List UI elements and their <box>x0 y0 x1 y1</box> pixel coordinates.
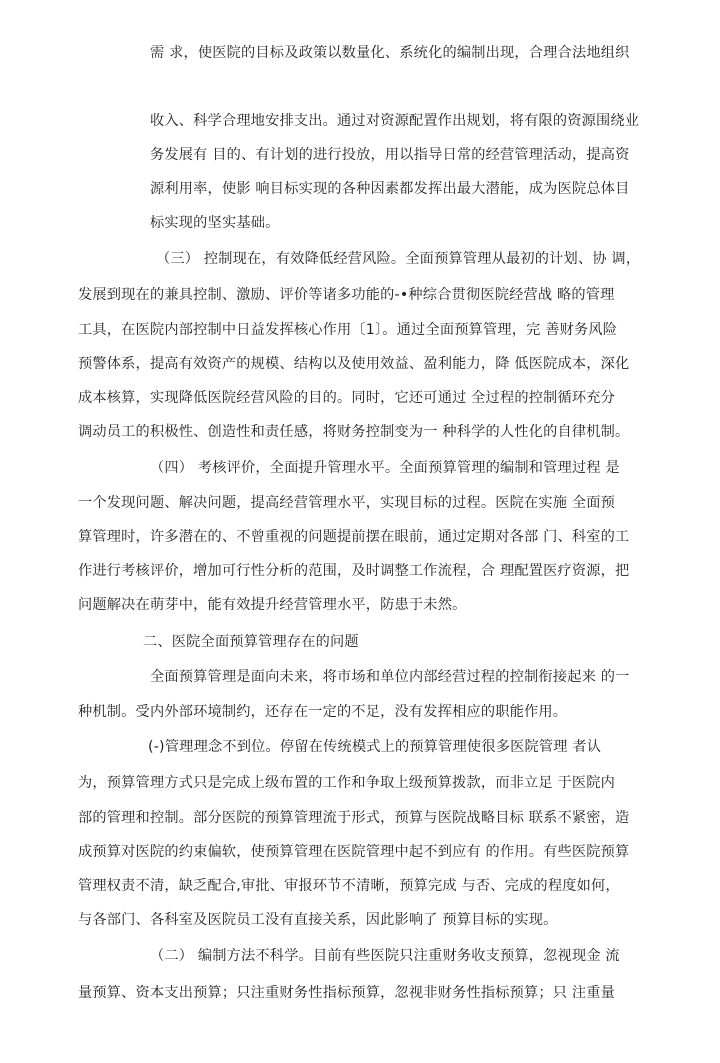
text-line: 需 求，使医院的目标及政策以数量化、系统化的编制出现，合理合法地组织 <box>150 45 630 61</box>
text-line: 收入、科学合理地安排支出。通过对资源配置作出规划，将有限的资源围绕业 <box>150 113 640 129</box>
text-line: 作进行考核评价，增加可行性分析的范围，及时调整工作流程，合 理配置医疗资源，把 <box>78 563 630 579</box>
text-line: (-)管理理念不到位。停留在传统模式上的预算管理使很多医院管理 者认 <box>148 739 602 755</box>
text-line: （四） 考核评价，全面提升管理水平。全面预算管理的编制和管理过程 是 <box>150 460 620 476</box>
text-line: 调动员工的积极性、创造性和责任感，将财务控制变为一 种科学的人性化的自律机制。 <box>78 424 630 440</box>
text-line: 一个发现问题、解决问题，提高经营管理水平，实现目标的过程。医院在实施 全面预 <box>78 495 616 511</box>
text-line: 源利用率，使影 响目标实现的各种因素都发挥出最大潜能，成为医院总体目 <box>150 181 630 197</box>
text-line: 问题解决在萌芽中，能有效提升经营管理水平，防患于未然。 <box>78 597 467 613</box>
text-line: 部的管理和控制。部分医院的预算管理流于形式，预算与医院战略目标 联系不紧密，造 <box>78 810 630 826</box>
text-line: 标实现的坚实基础。 <box>150 215 280 231</box>
text-line: 务发展有 目的、有计划的进行投放，用以指导日常的经营管理活动，提高资 <box>150 147 630 163</box>
text-line: 预警体系，提高有效资产的规模、结构以及使用效益、盈利能力，降 低医院成本，深化 <box>78 356 630 372</box>
text-line: 发展到现在的兼具控制、激励、评价等诸多功能的-•种综合贯彻医院经营战 略的管理 <box>78 287 615 303</box>
text-line: 与各部门、各科室及医院员工没有直接关系，因此影响了 预算目标的实现。 <box>78 912 558 928</box>
text-line: （二） 编制方法不科学。目前有些医院只注重财务收支预算，忽视现金 流 <box>150 948 620 964</box>
text-line: 算管理时，许多潜在的、不曾重视的问题提前摆在眼前，通过定期对各部 门、科室的工 <box>78 529 630 545</box>
text-line: 管理权责不清，缺乏配合,审批、审报环节不清晰，预算完成 与否、完成的程度如何， <box>78 878 620 894</box>
text-line: 成本核算，实现降低医院经营风险的目的。同时，它还可通过 全过程的控制循环充分 <box>78 390 616 406</box>
text-line: 为，预算管理方式只是完成上级布置的工作和争取上级预算拨款，而非立足 于医院内 <box>78 775 616 791</box>
section-heading: 二、医院全面预算管理存在的问题 <box>143 634 359 650</box>
text-line: （三） 控制现在，有效降低经营风险。全面预算管理从最初的计划、协 调， <box>156 251 641 267</box>
text-line: 种机制。受内外部环境制约，还存在一定的不足，没有发挥相应的职能作用。 <box>78 704 568 720</box>
text-line: 成预算对医院的约束偏软，使预算管理在医院管理中起不到应有 的作用。有些医院预算 <box>78 844 630 860</box>
text-line: 工具，在医院内部控制中日益发挥核心作用〔1〕。通过全面预算管理，完 善财务风险 <box>78 322 618 338</box>
text-line: 全面预算管理是面向未来，将市场和单位内部经营过程的控制衔接起来 的一 <box>150 669 630 685</box>
text-line: 量预算、资本支出预算；只注重财务性指标预算，忽视非财务性指标预算；只 注重量 <box>78 985 616 1001</box>
